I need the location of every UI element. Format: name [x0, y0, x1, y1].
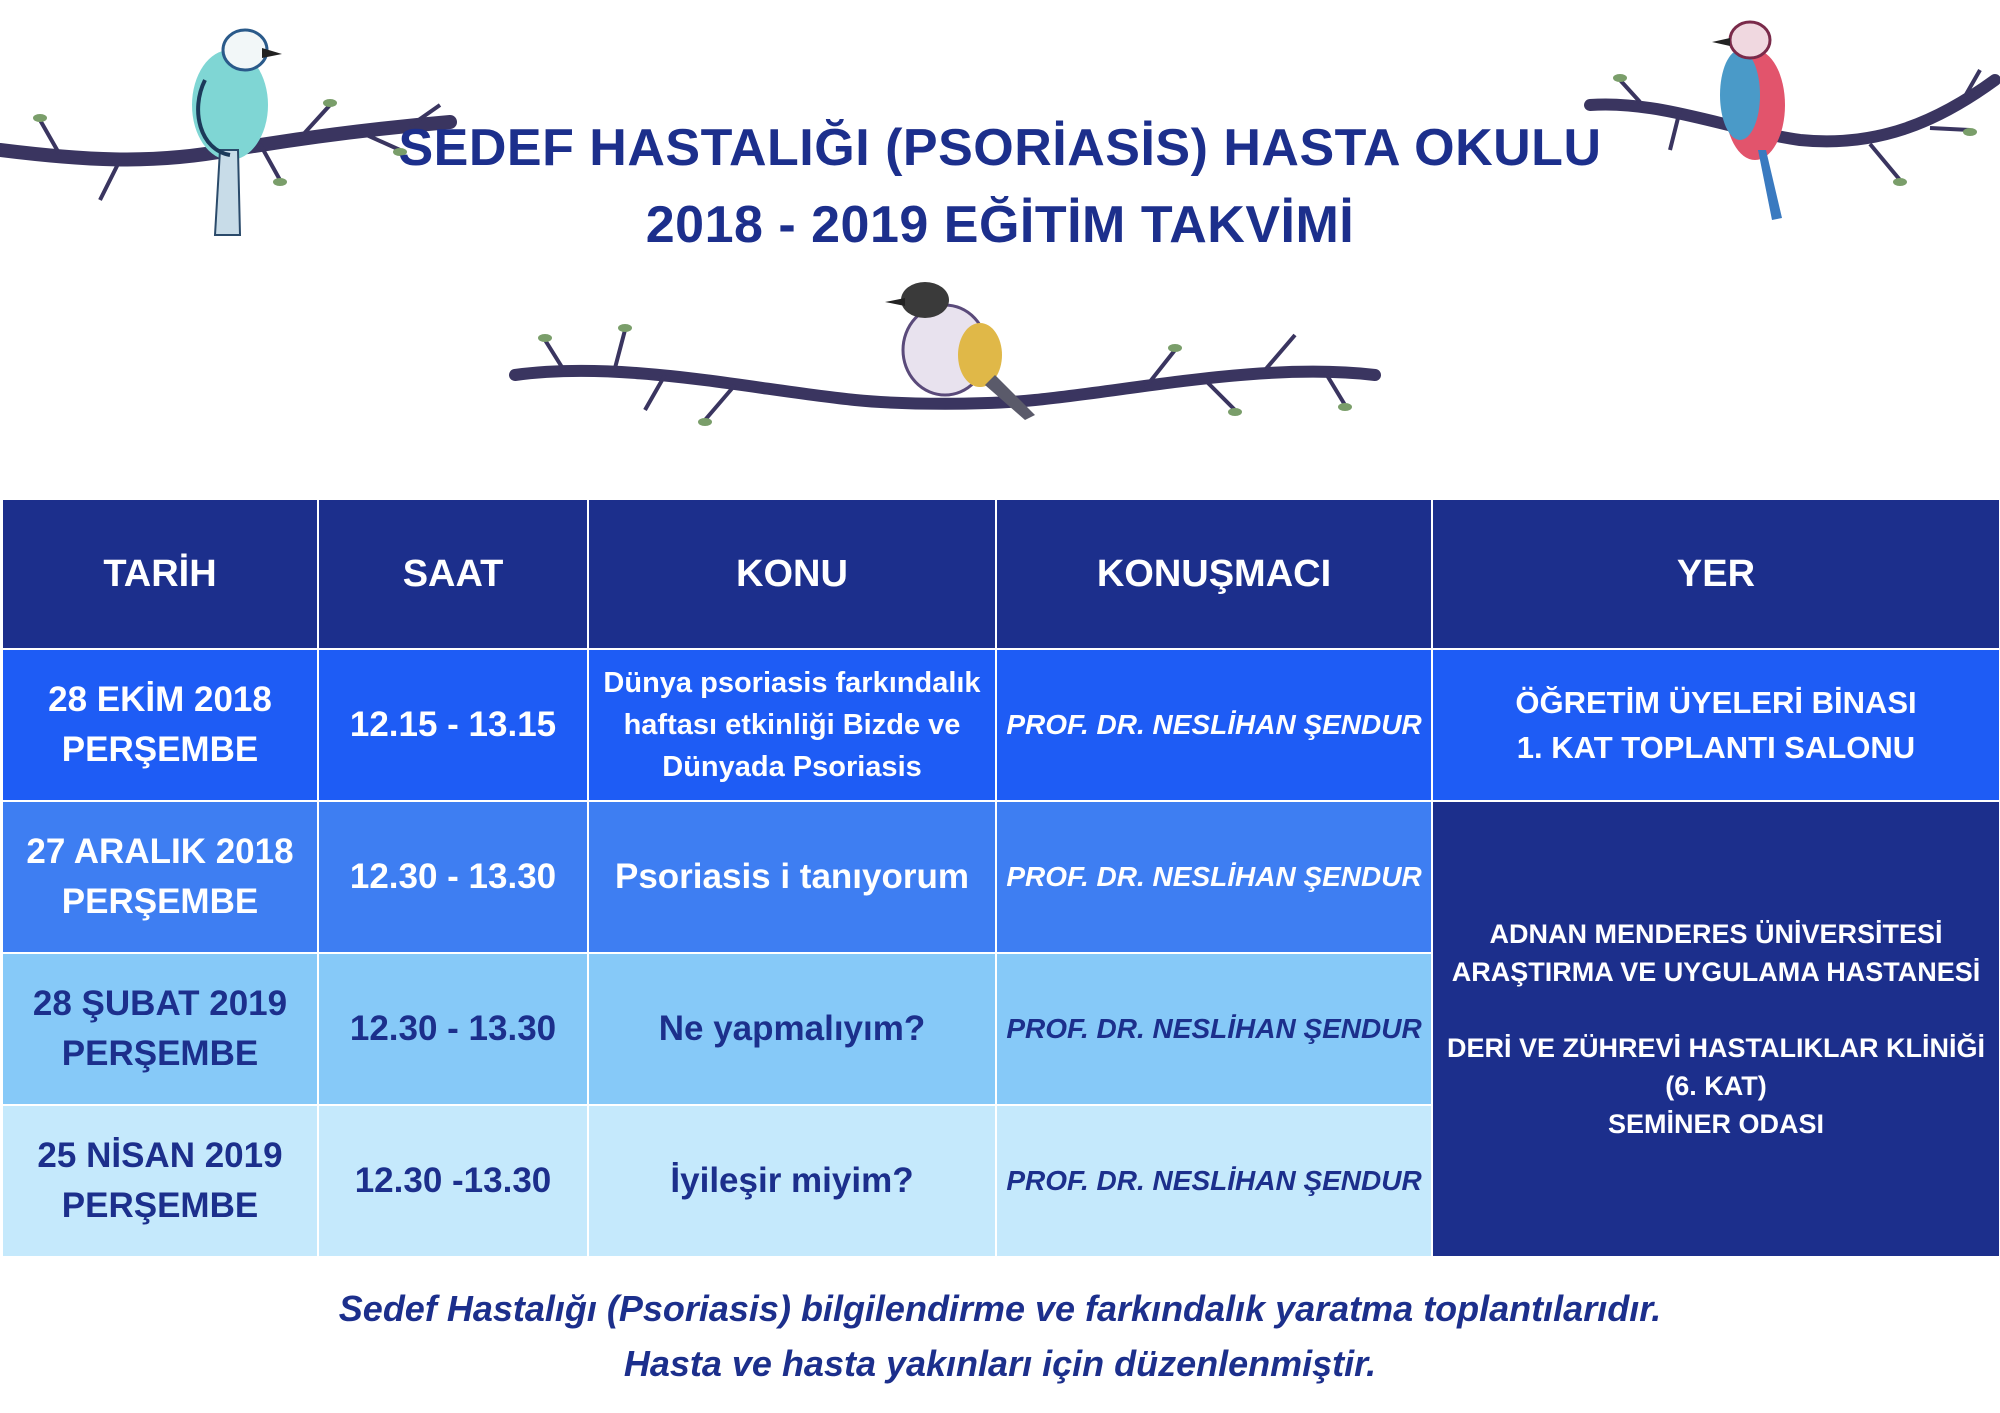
bird-branch-center-illustration [505, 280, 1385, 470]
page-subtitle: 2018 - 2019 EĞİTİM TAKVİMİ [645, 196, 1355, 254]
time-cell: 12.30 -13.30 [318, 1105, 588, 1257]
time-cell: 12.30 - 13.30 [318, 801, 588, 953]
topic-cell: Ne yapmalıyım? [588, 953, 996, 1105]
location-cell: ADNAN MENDERES ÜNİVERSİTESİ ARAŞTIRMA VE UYGULAMA HASTANESİ DERİ VE ZÜHREVİ HASTALIKLAR KLİNİĞİ (6. KAT) SEMİNER ODASI [1432, 801, 2000, 1257]
topic-cell: İyileşir miyim? [588, 1105, 996, 1257]
table-row [2, 801, 2000, 953]
date-cell: 27 ARALIK 2018 PERŞEMBE [2, 801, 318, 953]
time-cell: 12.15 - 13.15 [318, 649, 588, 801]
speaker-cell: PROF. DR. NESLİHAN ŞENDUR [996, 801, 1432, 953]
column-header-speaker: KONUŞMACI [996, 499, 1432, 649]
table-header-row [2, 499, 2000, 649]
topic-cell: Dünya psoriasis farkındalık haftası etkinliği Bizde ve Dünyada Psoriasis [588, 649, 996, 801]
date-cell: 28 ŞUBAT 2019 PERŞEMBE [2, 953, 318, 1105]
date-cell: 25 NİSAN 2019 PERŞEMBE [2, 1105, 318, 1257]
column-header-location: YER [1432, 499, 2000, 649]
date-cell: 28 EKİM 2018 PERŞEMBE [2, 649, 318, 801]
column-header-date: TARİH [2, 499, 318, 649]
speaker-cell: PROF. DR. NESLİHAN ŞENDUR [996, 953, 1432, 1105]
column-header-time: SAAT [318, 499, 588, 649]
footer-note-line1: Sedef Hastalığı (Psoriasis) bilgilendirme ve farkındalık yaratma toplantılarıdır. [338, 1288, 1662, 1329]
topic-cell: Psoriasis i tanıyorum [588, 801, 996, 953]
schedule-table [1, 498, 2000, 1258]
page-title: SEDEF HASTALIĞI (PSORİASİS) HASTA OKULU [398, 119, 1602, 177]
location-cell: ÖĞRETİM ÜYELERİ BİNASI 1. KAT TOPLANTI SALONU [1432, 649, 2000, 801]
table-row [2, 649, 2000, 801]
footer-note-line2: Hasta ve hasta yakınları için düzenlenmiştir. [623, 1343, 1377, 1384]
speaker-cell: PROF. DR. NESLİHAN ŞENDUR [996, 649, 1432, 801]
time-cell: 12.30 - 13.30 [318, 953, 588, 1105]
speaker-cell: PROF. DR. NESLİHAN ŞENDUR [996, 1105, 1432, 1257]
column-header-topic: KONU [588, 499, 996, 649]
